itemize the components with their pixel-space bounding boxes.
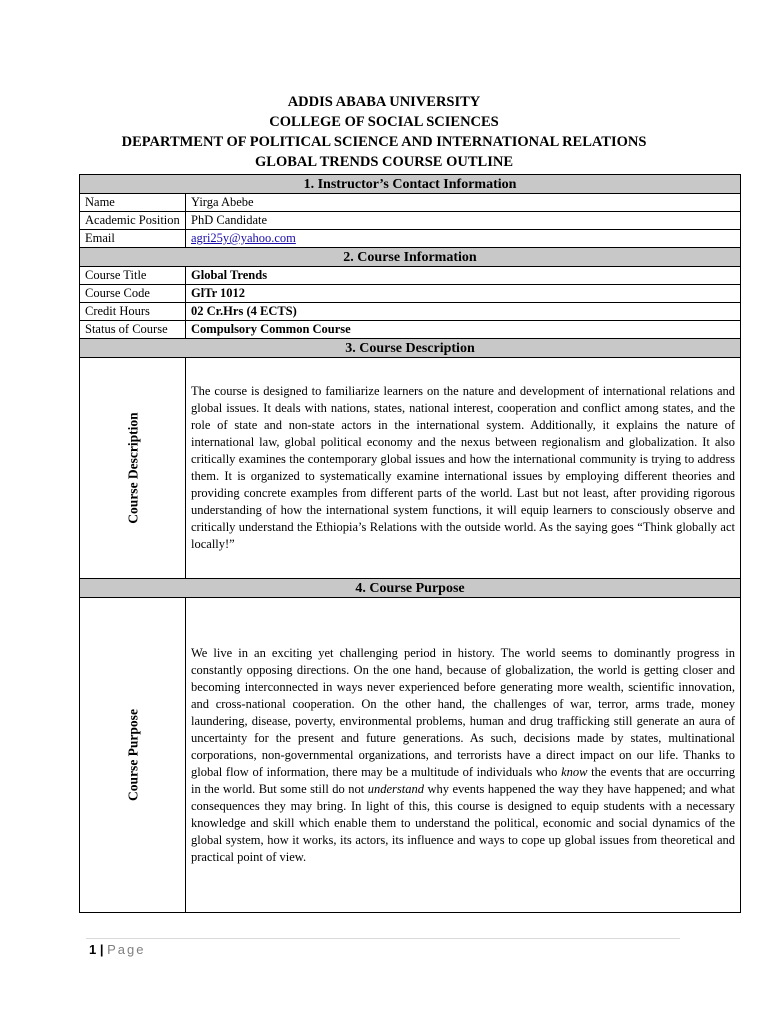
section-title: 4. Course Purpose [80,579,741,598]
description-side-cell [80,358,186,579]
department-name: DEPARTMENT OF POLITICAL SCIENCE AND INTERNATIONAL RELATIONS [121,134,647,150]
section-title: 3. Course Description [80,339,741,358]
course-title-label: Course Title [80,267,186,285]
table-row [80,230,741,248]
purpose-emphasis-understand: understand [367,781,424,796]
section-header-course-info [80,248,741,267]
footer-divider [86,938,680,939]
purpose-text [186,598,741,913]
outline-title: GLOBAL TRENDS COURSE OUTLINE [255,154,513,170]
table-row [80,303,741,321]
credit-hours-label: Credit Hours [80,303,186,321]
purpose-emphasis-know: know [561,764,588,779]
purpose-side-cell [80,598,186,913]
course-title-value: Global Trends [186,267,741,285]
page-footer [89,942,146,957]
table-row [80,212,741,230]
course-status-value: Compulsory Common Course [186,321,741,339]
table-row [80,267,741,285]
name-label: Name [80,194,186,212]
name-value: Yirga Abebe [186,194,741,212]
table-row [80,358,741,579]
position-value: PhD Candidate [186,212,741,230]
table-row [80,321,741,339]
email-cell [186,230,741,248]
document-header [0,92,768,172]
course-status-label: Status of Course [80,321,186,339]
section-header-description [80,339,741,358]
table-row [80,194,741,212]
college-name: COLLEGE OF SOCIAL SCIENCES [269,114,499,130]
course-code-label: Course Code [80,285,186,303]
purpose-text-part: why events happened the way they have happened; and what consequences they may bring. In light of this, this course is designed to equip students with a necessary knowledge and skill which enable them to understand the political, economic and social dynamics of the global system, how it works, its actors, its influence and ways to cope up global issues from theoretical and practical point of view. [191,781,735,864]
course-code-value: GlTr 1012 [186,285,741,303]
course-outline-table [79,174,741,913]
email-label: Email [80,230,186,248]
purpose-side-label: Course Purpose [125,709,140,801]
position-label: Academic Position [80,212,186,230]
section-title: 1. Instructor’s Contact Information [80,175,741,194]
section-header-instructor [80,175,741,194]
description-side-label: Course Description [125,412,140,524]
table-row [80,285,741,303]
page-label: Page [107,942,146,957]
credit-hours-value: 02 Cr.Hrs (4 ECTS) [186,303,741,321]
footer-separator: | [99,942,104,957]
page-number: 1 [89,942,97,957]
purpose-text-part: the events that are occurring in the world. But some still do not [191,764,735,796]
table-row [80,598,741,913]
university-name: ADDIS ABABA UNIVERSITY [287,94,481,110]
email-link[interactable]: agri25y@yahoo.com [191,231,296,245]
section-header-purpose [80,579,741,598]
purpose-text-part: We live in an exciting yet challenging period in history. The world seems to dominantly progress in constantly opposing directions. On the one hand, because of globalization, the world is getting closer and becoming interconnected in ways never experienced before generating more wealth, scientific innovation, and cross-national cooperation. On the other hand, the challenges of war, terror, arms trade, money laundering, disease, poverty, environmental problems, human and drug trafficking still generate an aura of uncertainty for the present and future generations. As such, decisions made by states, multinational corporations, non-governmental organizations, and terrorists have a direct impact on our life. Thanks to global flow of information, there may be a multitude of individuals who [191,645,735,779]
description-text: The course is designed to familiarize learners on the nature and development of international relations and global issues. It deals with nations, states, national interest, cooperation and conflict among states, and the role of state and non-state actors in the international system. Additionally, it explains the nature of international law, global political economy and the nexus between regionalism and globalization. It also critically examines the contemporary global issues and how the international community is trying to address them. It is organized to systematically examine international issues by employing different theories and providing concrete examples from different parts of the world. Last but not least, after providing rigorous understanding of how the international system functions, it will equip learners to consciously observe and critically understand the Ethiopia’s Relations with the outside world. As the saying goes “Think globally act locally!” [186,358,741,579]
section-title: 2. Course Information [80,248,741,267]
